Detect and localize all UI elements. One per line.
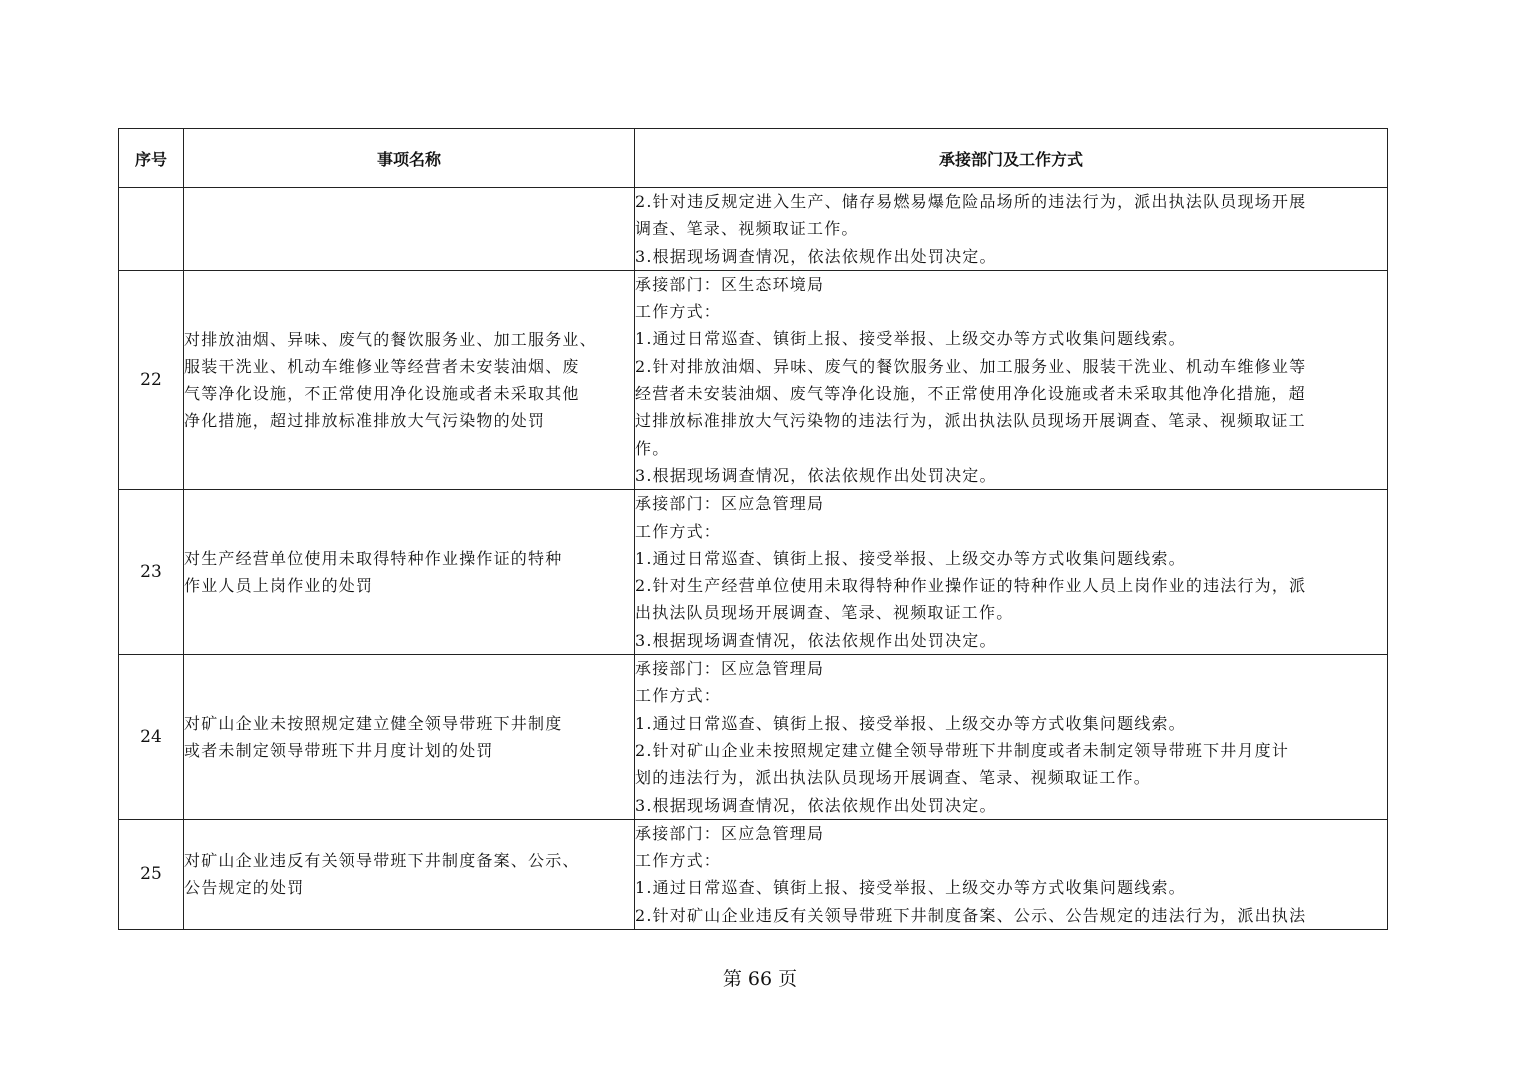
matter-name-line: 对矿山企业未按照规定建立健全领导带班下井制度 bbox=[184, 713, 563, 733]
method-line: 3.根据现场调查情况，依法依规作出处罚决定。 bbox=[635, 795, 997, 815]
department-and-method bbox=[635, 270, 1388, 489]
table-row bbox=[119, 819, 1388, 929]
matter-name bbox=[184, 270, 635, 489]
method-line: 调查、笔录、视频取证工作。 bbox=[635, 219, 859, 239]
matter-name-line: 净化措施，超过排放标准排放大气污染物的处罚 bbox=[184, 411, 546, 431]
matter-name-line: 或者未制定领导带班下井月度计划的处罚 bbox=[184, 740, 494, 760]
matter-name bbox=[184, 490, 635, 655]
method-line: 2.针对排放油烟、异味、废气的餐饮服务业、加工服务业、服装干洗业、机动车维修业等 bbox=[635, 356, 1307, 376]
method-line: 工作方式： bbox=[635, 302, 722, 322]
method-line: 作。 bbox=[635, 438, 670, 458]
header-seq: 序号 bbox=[119, 129, 184, 188]
table-header-row bbox=[119, 129, 1388, 188]
matter-name bbox=[184, 188, 635, 271]
matter-name-line: 对矿山企业违反有关领导带班下井制度备案、公示、 bbox=[184, 851, 580, 871]
method-line: 承接部门：区应急管理局 bbox=[635, 659, 825, 679]
method-line: 工作方式： bbox=[635, 686, 722, 706]
method-line: 承接部门：区应急管理局 bbox=[635, 494, 825, 514]
department-and-method bbox=[635, 819, 1388, 929]
method-line: 2.针对矿山企业违反有关领导带班下井制度备案、公示、公告规定的违法行为，派出执法 bbox=[635, 905, 1307, 925]
method-line: 过排放标准排放大气污染物的违法行为，派出执法队员现场开展调查、笔录、视频取证工 bbox=[635, 411, 1306, 431]
method-line: 承接部门：区生态环境局 bbox=[635, 274, 825, 294]
row-number: 24 bbox=[119, 655, 184, 820]
method-line: 1.通过日常巡查、镇街上报、接受举报、上级交办等方式收集问题线索。 bbox=[635, 548, 1186, 568]
matter-name bbox=[184, 819, 635, 929]
method-line: 2.针对矿山企业未按照规定建立健全领导带班下井制度或者未制定领导带班下井月度计 bbox=[635, 740, 1290, 760]
matter-name-line: 对排放油烟、异味、废气的餐饮服务业、加工服务业、 bbox=[184, 330, 597, 350]
table-row bbox=[119, 270, 1388, 489]
method-line: 经营者未安装油烟、废气等净化设施，不正常使用净化设施或者未采取其他净化措施，超 bbox=[635, 384, 1306, 404]
page-number: 第 66 页 bbox=[722, 968, 798, 990]
method-line: 3.根据现场调查情况，依法依规作出处罚决定。 bbox=[635, 465, 997, 485]
method-line: 1.通过日常巡查、镇街上报、接受举报、上级交办等方式收集问题线索。 bbox=[635, 713, 1186, 733]
header-method: 承接部门及工作方式 bbox=[635, 129, 1388, 188]
matter-name-line: 作业人员上岗作业的处罚 bbox=[184, 576, 374, 596]
table-row bbox=[119, 490, 1388, 655]
department-and-method bbox=[635, 490, 1388, 655]
matter-name bbox=[184, 655, 635, 820]
method-line: 3.根据现场调查情况，依法依规作出处罚决定。 bbox=[635, 246, 997, 266]
matters-table bbox=[118, 128, 1388, 930]
department-and-method bbox=[635, 655, 1388, 820]
department-and-method bbox=[635, 188, 1388, 271]
row-number: 22 bbox=[119, 270, 184, 489]
header-name: 事项名称 bbox=[184, 129, 635, 188]
matter-name-line: 服装干洗业、机动车维修业等经营者未安装油烟、废 bbox=[184, 357, 580, 377]
matter-name-line: 对生产经营单位使用未取得特种作业操作证的特种 bbox=[184, 549, 563, 569]
method-line: 1.通过日常巡查、镇街上报、接受举报、上级交办等方式收集问题线索。 bbox=[635, 329, 1186, 349]
method-line: 工作方式： bbox=[635, 521, 722, 541]
method-line: 1.通过日常巡查、镇街上报、接受举报、上级交办等方式收集问题线索。 bbox=[635, 878, 1186, 898]
method-line: 2.针对违反规定进入生产、储存易燃易爆危险品场所的违法行为，派出执法队员现场开展 bbox=[635, 192, 1307, 211]
method-line: 2.针对生产经营单位使用未取得特种作业操作证的特种作业人员上岗作业的违法行为，派 bbox=[635, 576, 1307, 596]
table-body bbox=[119, 188, 1388, 930]
method-line: 划的违法行为，派出执法队员现场开展调查、笔录、视频取证工作。 bbox=[635, 768, 1152, 788]
row-number: 25 bbox=[119, 819, 184, 929]
method-line: 工作方式： bbox=[635, 851, 722, 871]
row-number: 23 bbox=[119, 490, 184, 655]
method-line: 出执法队员现场开展调查、笔录、视频取证工作。 bbox=[635, 603, 1014, 623]
table-row bbox=[119, 655, 1388, 820]
matter-name-line: 气等净化设施，不正常使用净化设施或者未采取其他 bbox=[184, 384, 580, 404]
table-row bbox=[119, 188, 1388, 271]
matter-name-line: 公告规定的处罚 bbox=[184, 878, 305, 898]
method-line: 承接部门：区应急管理局 bbox=[635, 823, 825, 843]
method-line: 3.根据现场调查情况，依法依规作出处罚决定。 bbox=[635, 630, 997, 650]
row-number bbox=[119, 188, 184, 271]
